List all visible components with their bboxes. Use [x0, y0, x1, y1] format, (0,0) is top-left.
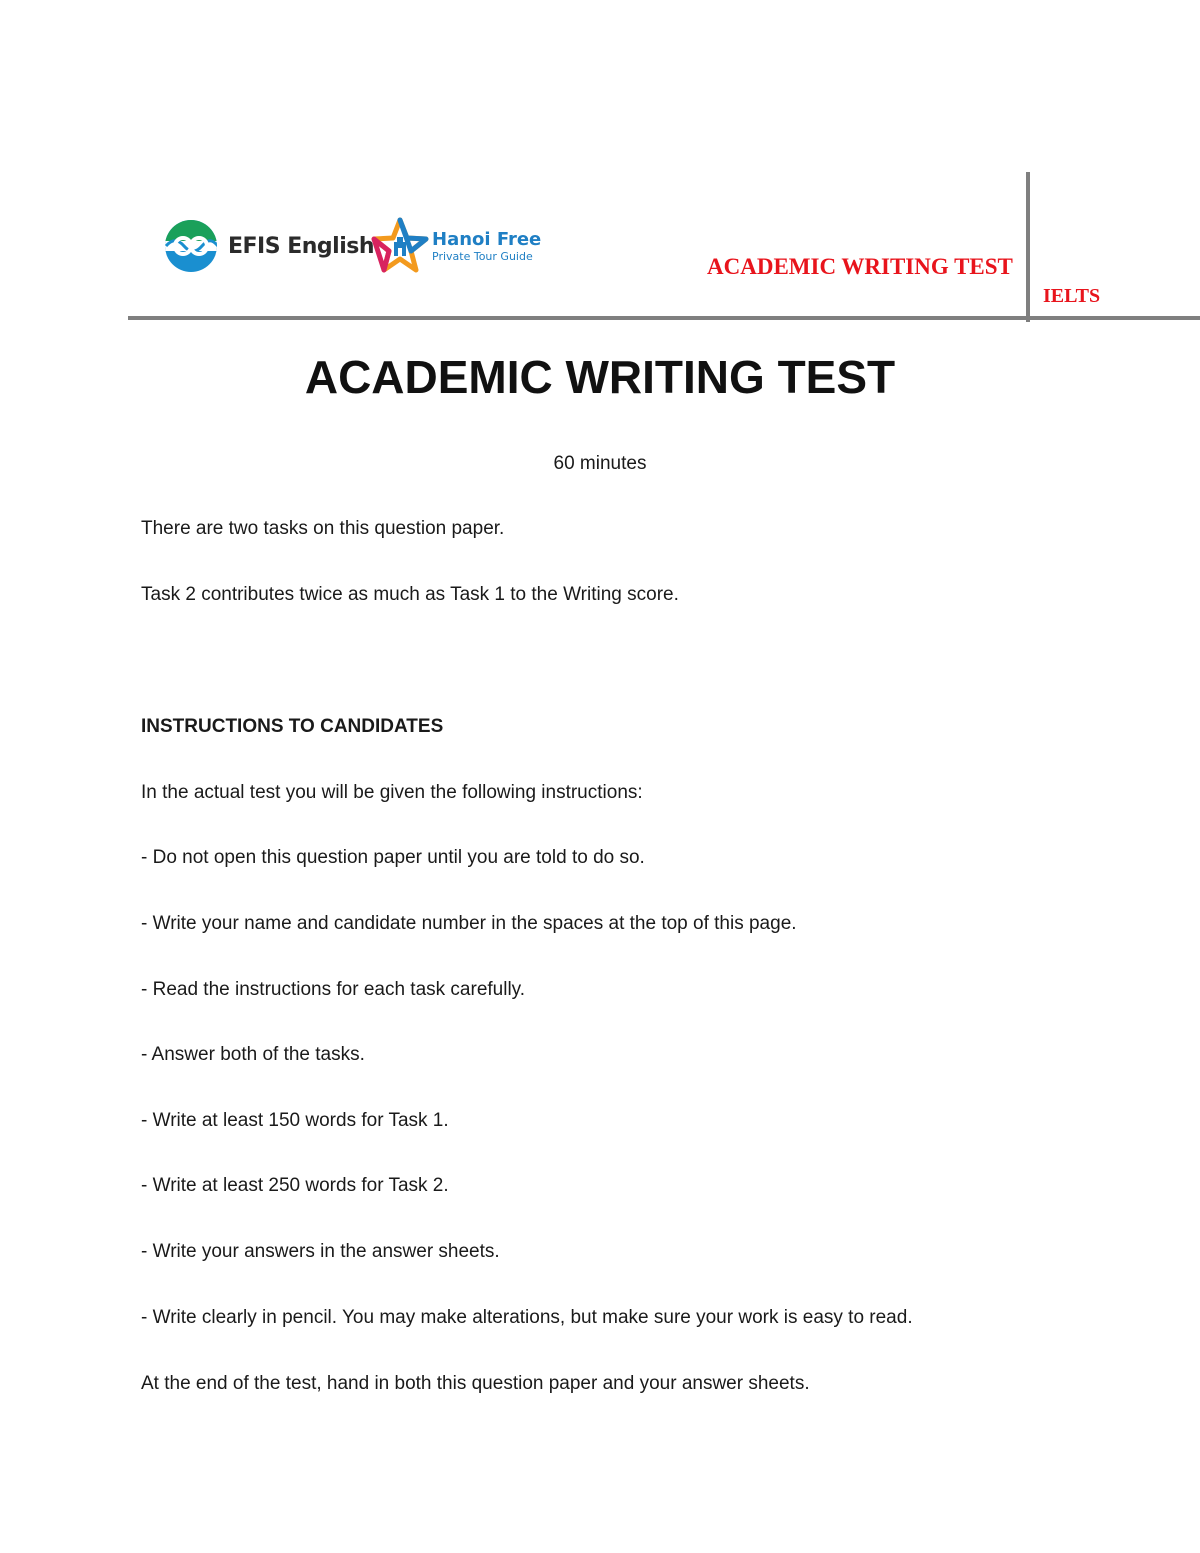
test-duration: 60 minutes	[553, 453, 647, 474]
instruction-item: - Write your answers in the answer sheets.	[141, 1241, 500, 1262]
instruction-item: - Write your name and candidate number in the spaces at the top of this page.	[141, 913, 797, 934]
closing-paragraph: At the end of the test, hand in both this question paper and your answer sheets.	[141, 1373, 810, 1394]
instruction-item: - Write clearly in pencil. You may make alterations, but make sure your work is easy to read.	[141, 1307, 913, 1328]
efis-logo-text: EFIS English	[228, 233, 375, 259]
instruction-item: - Write at least 150 words for Task 1.	[141, 1110, 449, 1131]
hanoi-logo-subtitle: Private Tour Guide	[432, 249, 533, 263]
efis-logo-icon	[164, 219, 218, 273]
page-title: ACADEMIC WRITING TEST	[304, 351, 896, 403]
hanoi-free-logo	[370, 216, 541, 276]
header-divider	[128, 316, 1200, 320]
instruction-item: - Write at least 250 words for Task 2.	[141, 1175, 449, 1196]
hanoi-logo-name: Hanoi Free	[432, 228, 542, 250]
star-logo-icon	[370, 217, 430, 275]
instructions-heading: INSTRUCTIONS TO CANDIDATES	[141, 716, 444, 737]
header-tag: IELTS	[1043, 285, 1101, 307]
instruction-item: - Do not open this question paper until you are told to do so.	[141, 847, 645, 868]
intro-paragraph: There are two tasks on this question paper.	[141, 518, 505, 539]
instructions-lead: In the actual test you will be given the following instructions:	[141, 782, 643, 803]
intro-paragraph: Task 2 contributes twice as much as Task 1 to the Writing score.	[141, 584, 679, 605]
instruction-item: - Answer both of the tasks.	[141, 1044, 365, 1065]
header-vertical-divider	[1026, 172, 1030, 322]
efis-english-logo	[164, 218, 374, 274]
instruction-item: - Read the instructions for each task carefully.	[141, 979, 526, 1000]
header-title: ACADEMIC WRITING TEST	[707, 254, 1013, 279]
